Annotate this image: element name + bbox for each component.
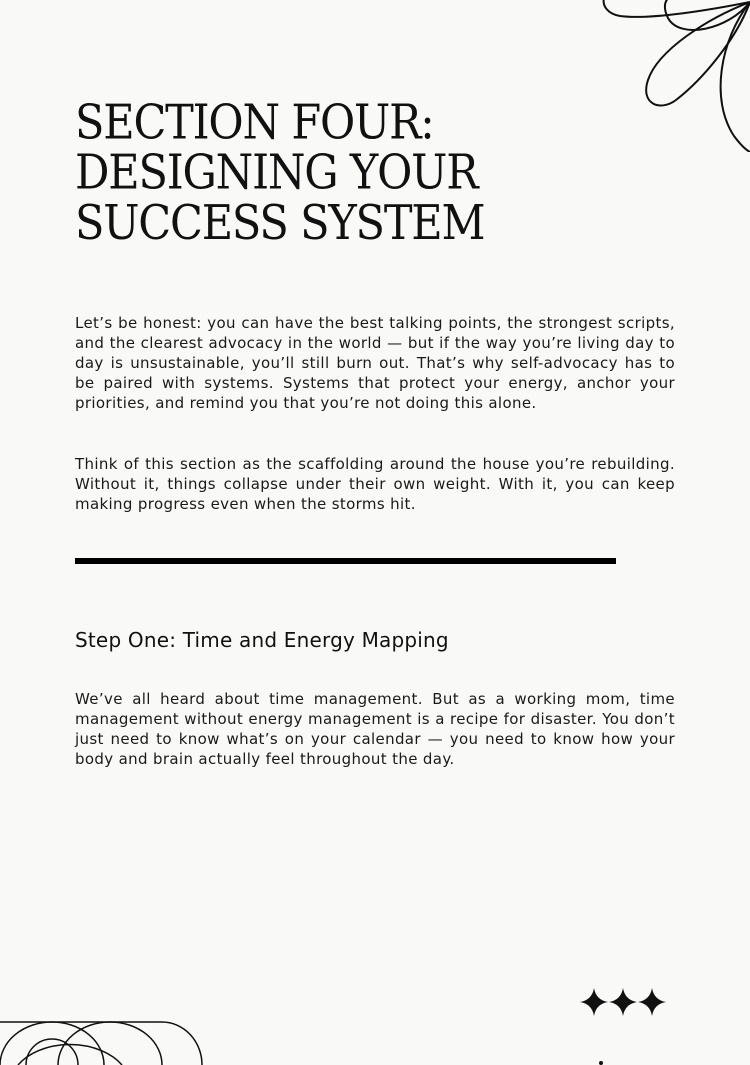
step-one-paragraph: We’ve all heard about time management. But as a working mom, time management without energy management is a recipe for disaster. You don’t just need to know what’s on your calendar — you need to know how your body and brain actually feel throughout the day.	[75, 690, 675, 768]
four-point-star-icon	[579, 986, 667, 1018]
section-title-line-2: DESIGNING YOUR	[75, 145, 478, 202]
step-one-heading: Step One: Time and Energy Mapping	[75, 628, 449, 652]
section-divider	[75, 558, 616, 564]
decorative-dot	[599, 1061, 603, 1065]
scaffolding-paragraph: Think of this section as the scaffolding around the house you’re rebuilding. Without it, things collapse under their own weight. With it, you can keep making progress even when the storms hit.	[75, 455, 675, 513]
arches-outline-icon	[0, 1016, 205, 1065]
section-title-line-3: SUCCESS SYSTEM	[75, 195, 485, 252]
section-title-line-1: SECTION FOUR:	[75, 94, 434, 151]
section-title	[75, 94, 675, 252]
intro-paragraph: Let’s be honest: you can have the best talking points, the strongest scripts, and the clearest advocacy in the world — but if the way you’re living day to day is unsustainable, you’ll still burn out. That’s why self-advocacy has to be paired with systems. Systems that protect your energy, anchor your priorities, and remind you that you’re not doing this alone.	[75, 314, 675, 412]
